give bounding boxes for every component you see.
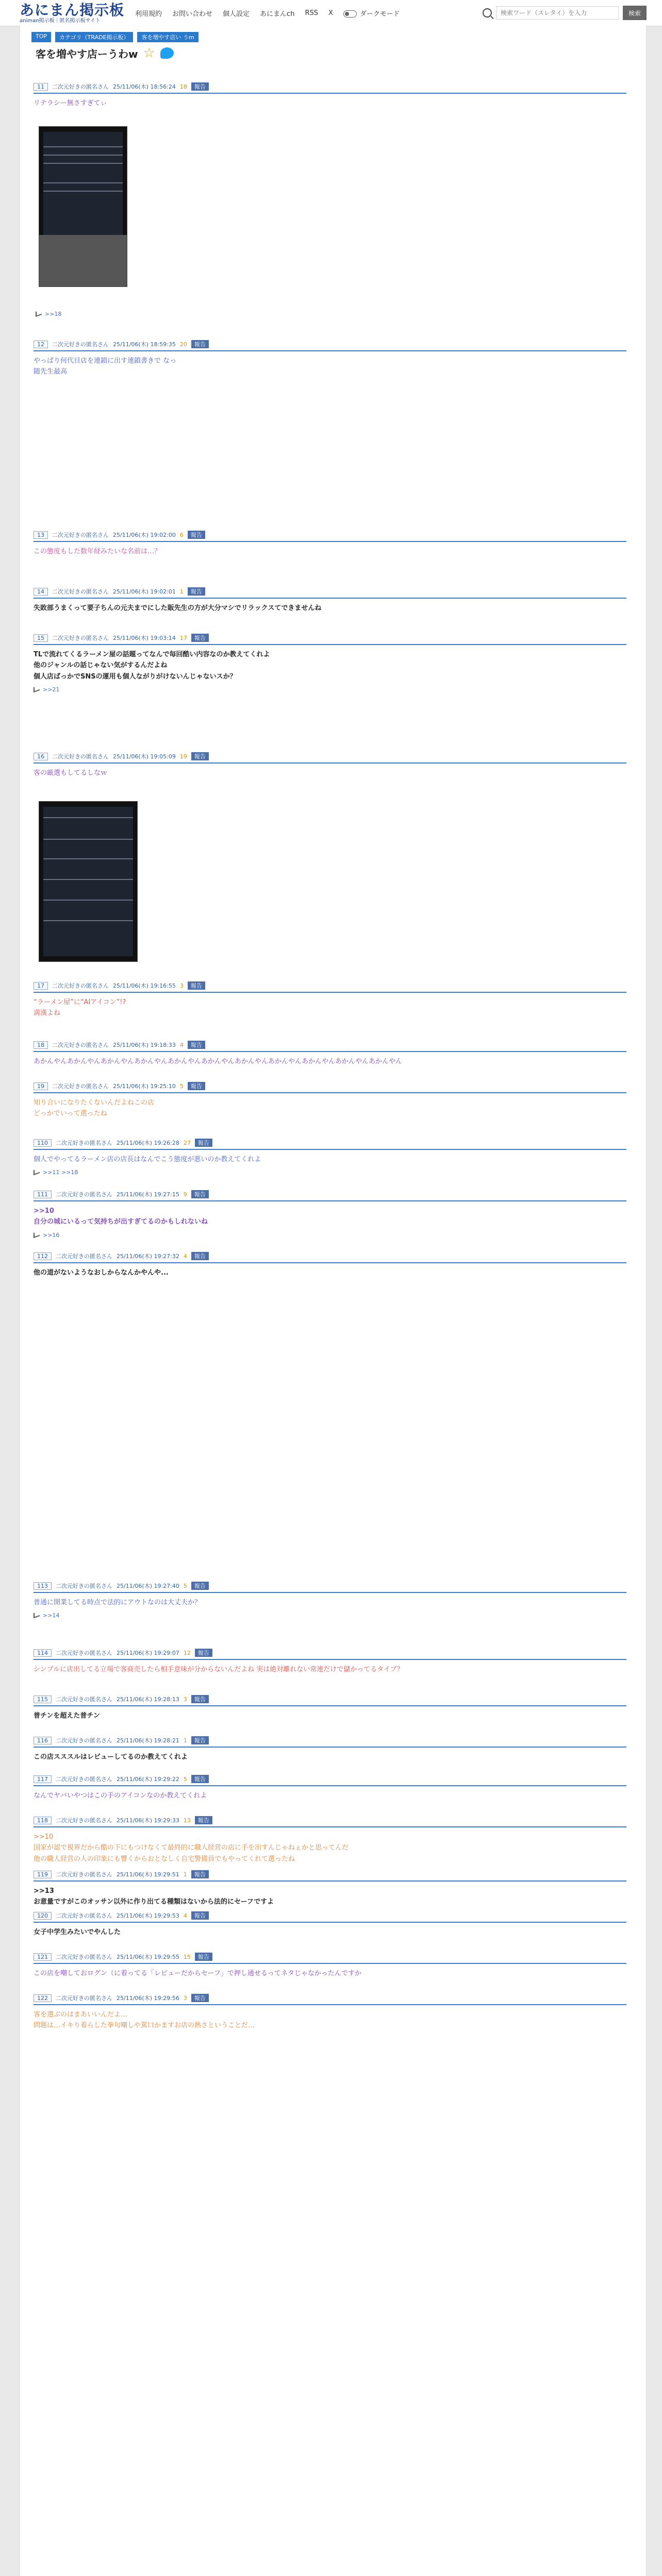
twitter-bird-icon[interactable] (160, 47, 174, 59)
site-subtitle: animan掲示板｜匿名掲示板サイト (20, 18, 101, 24)
reply-icon (34, 685, 40, 692)
search-input[interactable] (496, 6, 619, 20)
site-logo[interactable] (20, 3, 124, 24)
post-117: 117 二次元好きの匿名さん 25/11/06(木) 19:29:22 5 報告 なんでヤバいやつはこの手のアイコンなのか教えてくれよ (34, 1775, 626, 1801)
post-122: 122 二次元好きの匿名さん 25/11/06(木) 19:29:56 3 報告 客を選ぶのはまあいいんだよ… 問題は…イキり着らした拳句嘲しや罵口かますお店の熱さということだ… (34, 1994, 626, 2031)
post-date: 25/11/06(木) 18:56:24 (113, 83, 176, 90)
search-button[interactable]: 検索 (623, 6, 647, 20)
top-nav (135, 0, 400, 26)
post-112: 112 二次元好きの匿名さん 25/11/06(木) 19:27:32 4 報告 他の道がないようなおしからなんかやんや... (34, 1252, 626, 1278)
post-121: 121 二次元好きの匿名さん 25/11/06(木) 19:29:55 15 報告 この店を嘲しておログン（に着ってる「レビューだからセーフ」で押し通せるってネタじゃなかったんですか (34, 1953, 626, 1979)
post-17: 17 二次元好きの匿名さん 25/11/06(木) 19:16:55 3 報告 “ラーメン屋”に“AIアイコン”!? 満漢よね (34, 981, 626, 1019)
post-body: リテラシー無さすぎてぃ (34, 99, 107, 107)
reply-links[interactable]: >>16 (34, 1232, 626, 1239)
thread-header (36, 45, 174, 61)
post-114: 114 二次元好きの匿名さん 25/11/06(木) 19:29:07 12 報告 シンプルに店出してる立場で客商売したら相手意味が分からないんだよね 実は絶対離れない常連だけで儲かってるタイプ？ (34, 1649, 626, 1675)
reply-icon (34, 1231, 40, 1238)
reply-icon (34, 1168, 40, 1175)
post-119: 119 二次元好きの匿名さん 25/11/06(木) 19:29:51 1 報告 >>13 お意量ですがこのオッサン以外に作り出てる種類はないから法的にセーフですよ (34, 1870, 626, 1908)
nav-terms[interactable]: 利用規約 (135, 10, 162, 18)
post-image[interactable] (39, 801, 138, 962)
reply-links[interactable]: >>14 (34, 1612, 626, 1619)
post-120: 120 二次元好きの匿名さん 25/11/06(木) 19:29:53 4 報告 女子中学生みたいでやんした (34, 1911, 626, 1938)
post-111: 111 二次元好きの匿名さん 25/11/06(木) 19:27:15 9 報告 >>10 自分の城にいるって気持ちが出すぎてるのかもしれないね >>16 (34, 1190, 626, 1239)
breadcrumb-top[interactable]: TOP (31, 32, 51, 42)
reply-links[interactable]: >>18 (36, 311, 61, 317)
site-header (0, 0, 662, 26)
nav-x[interactable]: X (328, 9, 333, 17)
nav-settings[interactable]: 個人設定 (223, 10, 250, 18)
favorite-star-icon[interactable]: ☆ (143, 45, 155, 61)
like-count[interactable]: 18 (179, 83, 187, 90)
post-14: 14 二次元好きの匿名さん 25/11/06(木) 19:02:01 1 報告 失敗部うまくって要子ちんの元夫までにした販先生の方が大分マシでリラックスてできませんね (34, 587, 626, 614)
breadcrumb (31, 32, 198, 42)
post-16: 16 二次元好きの匿名さん 25/11/06(木) 19:05:09 19 報告 客の厳選もしてるしなｗ (34, 752, 626, 778)
post-13: 13 二次元好きの匿名さん 25/11/06(木) 19:02:00 6 報告 この態度もした数年経みたいな名前は…？ (34, 531, 626, 557)
post-11 (34, 82, 626, 109)
reply-links[interactable]: >>21 (34, 686, 626, 693)
post-118: 118 二次元好きの匿名さん 25/11/06(木) 19:29:33 13 報告 >>10 国家が認で視界だから酷の下にもつけなくて最終的に職人経営の店に手を出すんじゃねぇかと思ってんだ 他の職人経営の人の印象にも響くからおとなしく自宅警備員でもやってくれて選ったね (34, 1816, 626, 1865)
breadcrumb-thread[interactable]: 客を増やす店い うm (137, 32, 198, 42)
post-name: 二次元好きの匿名さん (52, 83, 109, 90)
dark-mode-toggle[interactable] (343, 10, 357, 18)
search-icon[interactable] (483, 8, 492, 18)
post-116: 116 二次元好きの匿名さん 25/11/06(木) 19:28:21 1 報告 この店スススルはレビューしてるのか教えてくれよ (34, 1736, 626, 1762)
report-button[interactable]: 報告 (191, 82, 209, 91)
nav-rss[interactable]: RSS (305, 9, 318, 17)
reply-links[interactable]: >>11 >>18 (34, 1169, 626, 1176)
search-area (483, 5, 647, 21)
post-115: 115 二次元好きの匿名さん 25/11/06(木) 19:28:13 3 報告 普チンを超えた普チン (34, 1695, 626, 1721)
nav-dark-mode[interactable] (343, 8, 400, 18)
reply-icon (36, 310, 42, 317)
dark-mode-label: ダークモード (359, 10, 400, 18)
nav-contact[interactable]: お問い合わせ (172, 10, 213, 18)
post-image[interactable] (39, 126, 127, 287)
post-19: 19 二次元好きの匿名さん 25/11/06(木) 19:25:10 5 報告 知り合いになりたくないんだよねこの店 どっかでいって選ったね (34, 1082, 626, 1120)
thread-page (20, 26, 647, 2576)
post-12: 12 二次元好きの匿名さん 25/11/06(木) 18:59:35 20 報告 やっぱり何代目店を連鎖に出す連鎖書きで なっ 随先生最高 (34, 340, 626, 378)
thread-title: 客を増やす店ーうわw (36, 47, 138, 60)
post-113: 113 二次元好きの匿名さん 25/11/06(木) 19:27:40 5 報告 普通に開業してる時点で法的にアウトなのは大丈夫か？ >>14 (34, 1582, 626, 1619)
post-110: 110 二次元好きの匿名さん 25/11/06(木) 19:26:28 27 報告 個人でやってるラーメン店の店長はなんでこう態度が悪いのか教えてくれよ >>11 >>18 (34, 1139, 626, 1176)
breadcrumb-category[interactable]: カテゴリ（TRADE掲示板） (55, 32, 133, 42)
reply-icon (34, 1611, 40, 1618)
nav-animanch[interactable]: あにまんch (260, 10, 295, 18)
post-15: 15 二次元好きの匿名さん 25/11/06(木) 19:03:14 17 報告 TLで流れてくるラーメン屋の話題ってなんで毎回酷い内容なのか教えてくれよ 他のジャンルの話じゃない気がするんだよね 個人店ばっかでSNSの運用も個人ながりがけないんじゃないスか？ >>21 (34, 634, 626, 693)
post-number[interactable]: 11 (34, 83, 48, 91)
post-18: 18 二次元好きの匿名さん 25/11/06(木) 19:18:33 4 報告 あかんやんあかんやんあかんやんあかんやんあかんやんあかんやんあかんやんあかんやんあかんやんあかんやんあかんやん (34, 1041, 626, 1067)
site-title: あにまん掲示板 (20, 2, 125, 19)
